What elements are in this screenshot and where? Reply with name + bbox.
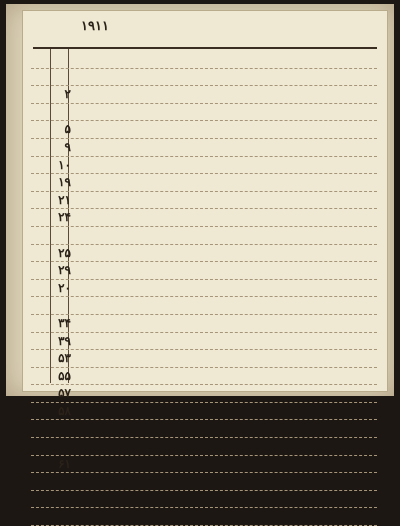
entry-page-number: ۵۷	[58, 386, 71, 401]
contents-entry	[31, 227, 377, 245]
scan-background	[6, 4, 394, 471]
contents-entry	[31, 262, 377, 280]
entry-page-number: ۲۵	[58, 245, 71, 260]
running-head	[23, 14, 387, 23]
contents-entry	[31, 157, 377, 175]
contents-entry	[31, 368, 377, 386]
entry-page-number: ۵۵	[58, 368, 71, 383]
entry-page-number: ۵۳	[58, 351, 71, 366]
contents-entry	[31, 209, 377, 227]
entry-page-number: ۵	[64, 122, 71, 137]
contents-entry	[31, 104, 377, 122]
table-of-contents-page	[22, 10, 388, 471]
contents-entry	[31, 69, 377, 87]
title-year: ۱۹۱۱	[81, 19, 109, 34]
contents-entry	[31, 139, 377, 157]
contents-entry	[31, 438, 377, 456]
contents-entry	[31, 473, 377, 491]
contents-entry	[31, 333, 377, 351]
contents-entry	[31, 385, 377, 403]
contents-entry	[31, 456, 377, 474]
contents-list	[31, 51, 377, 526]
contents-entry	[31, 297, 377, 315]
contents-entry	[31, 350, 377, 368]
entry-page-number: ۶۱	[58, 456, 71, 471]
entry-page-number: ۹	[64, 139, 71, 154]
entry-page-number: ۲۱	[58, 192, 71, 207]
contents-entry	[31, 192, 377, 210]
title-rule	[33, 47, 377, 49]
contents-entry	[31, 280, 377, 298]
entry-page-number: ۲۹	[58, 263, 71, 278]
contents-entry	[31, 86, 377, 104]
entry-page-number: ۲	[64, 87, 71, 102]
contents-entry	[31, 403, 377, 421]
contents-entry	[31, 315, 377, 333]
entry-page-number: ۳۹	[58, 333, 71, 348]
entry-page-number: ۲۰	[58, 280, 71, 295]
contents-entry	[31, 174, 377, 192]
contents-entry	[31, 51, 377, 69]
entry-page-number: ۲۴	[58, 210, 71, 225]
entry-page-number: ۵۸	[58, 403, 71, 418]
contents-entry	[31, 121, 377, 139]
entry-page-number: ۳۴	[58, 315, 71, 330]
entry-page-number: ۱۰	[58, 157, 71, 172]
contents-entry	[31, 491, 377, 509]
entry-page-number: ۱۹	[58, 175, 71, 190]
contents-entry	[31, 508, 377, 526]
contents-entry	[31, 245, 377, 263]
contents-entry	[31, 420, 377, 438]
